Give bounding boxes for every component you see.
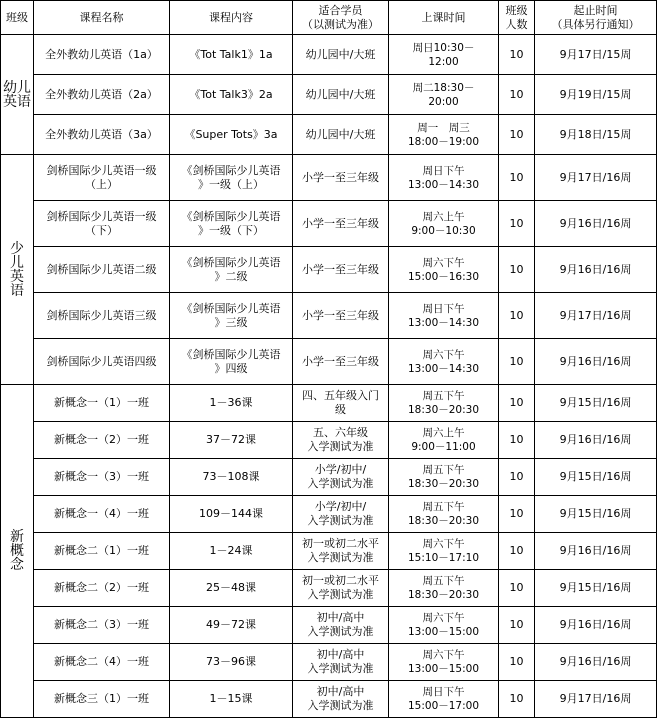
period-cell: 9月16日/16周: [535, 422, 657, 459]
course-name-cell: 剑桥国际少儿英语四级: [34, 339, 170, 385]
class-time-cell: 周六下午 13:00－14:30: [389, 339, 499, 385]
students-cell: 小学/初中/ 入学测试为准: [293, 496, 389, 533]
course-name-cell: 新概念二（1）一班: [34, 533, 170, 570]
class-size-cell: 10: [499, 533, 535, 570]
students-cell: 初中/高中 入学测试为准: [293, 681, 389, 718]
class-size-cell: 10: [499, 201, 535, 247]
class-size-cell: 10: [499, 422, 535, 459]
table-row: [1, 607, 657, 644]
students-cell: 幼儿园中/大班: [293, 35, 389, 75]
period-cell: 9月17日/16周: [535, 681, 657, 718]
course-name-cell: 新概念一（3）一班: [34, 459, 170, 496]
class-size-cell: 10: [499, 293, 535, 339]
course-content-cell: 49－72课: [170, 607, 293, 644]
course-content-cell: 《剑桥国际少儿英语 》二级: [170, 247, 293, 293]
category-cell: 幼儿 英语: [1, 35, 34, 155]
period-cell: 9月19日/15周: [535, 75, 657, 115]
students-cell: 小学一至三年级: [293, 155, 389, 201]
course-name-cell: 剑桥国际少儿英语三级: [34, 293, 170, 339]
course-name-cell: 全外教幼儿英语（3a）: [34, 115, 170, 155]
class-time-cell: 周日下午 15:00－17:00: [389, 681, 499, 718]
course-content-cell: 《剑桥国际少儿英语 》四级: [170, 339, 293, 385]
header-class-time: 上课时间: [389, 1, 499, 35]
period-cell: 9月15日/16周: [535, 496, 657, 533]
students-cell: 小学一至三年级: [293, 339, 389, 385]
course-content-cell: 《Tot Talk3》2a: [170, 75, 293, 115]
table-row: [1, 496, 657, 533]
students-cell: 幼儿园中/大班: [293, 75, 389, 115]
class-size-cell: 10: [499, 496, 535, 533]
class-time-cell: 周日下午 13:00－14:30: [389, 155, 499, 201]
students-cell: 初一或初二水平 入学测试为准: [293, 533, 389, 570]
table-row: [1, 75, 657, 115]
course-content-cell: 37－72课: [170, 422, 293, 459]
header-level: 班级: [1, 1, 34, 35]
period-cell: 9月16日/16周: [535, 339, 657, 385]
class-time-cell: 周五下午 18:30－20:30: [389, 496, 499, 533]
course-content-cell: 《Tot Talk1》1a: [170, 35, 293, 75]
class-time-cell: 周六上午 9:00－11:00: [389, 422, 499, 459]
course-name-cell: 新概念三（1）一班: [34, 681, 170, 718]
class-size-cell: 10: [499, 247, 535, 293]
course-name-cell: 新概念二（4）一班: [34, 644, 170, 681]
students-cell: 五、六年级 入学测试为准: [293, 422, 389, 459]
course-content-cell: 1－24课: [170, 533, 293, 570]
period-cell: 9月15日/16周: [535, 385, 657, 422]
course-content-cell: 《剑桥国际少儿英语 》一级（下）: [170, 201, 293, 247]
category-cell: 新 概 念: [1, 385, 34, 718]
period-cell: 9月15日/16周: [535, 570, 657, 607]
class-time-cell: 周六下午 15:10－17:10: [389, 533, 499, 570]
table-row: [1, 681, 657, 718]
table-row: [1, 293, 657, 339]
class-size-cell: 10: [499, 155, 535, 201]
header-period: 起止时间 （具体另行通知）: [535, 1, 657, 35]
course-name-cell: 新概念二（3）一班: [34, 607, 170, 644]
course-content-cell: 《Super Tots》3a: [170, 115, 293, 155]
class-time-cell: 周六下午 15:00－16:30: [389, 247, 499, 293]
table-row: [1, 115, 657, 155]
table-row: [1, 155, 657, 201]
course-name-cell: 全外教幼儿英语（1a）: [34, 35, 170, 75]
students-cell: 幼儿园中/大班: [293, 115, 389, 155]
course-content-cell: 1－15课: [170, 681, 293, 718]
class-time-cell: 周六下午 13:00－15:00: [389, 644, 499, 681]
course-name-cell: 剑桥国际少儿英语一级 （下）: [34, 201, 170, 247]
class-size-cell: 10: [499, 607, 535, 644]
header-course-name: 课程名称: [34, 1, 170, 35]
table-row: [1, 247, 657, 293]
class-size-cell: 10: [499, 75, 535, 115]
period-cell: 9月17日/16周: [535, 155, 657, 201]
course-content-cell: 1－36课: [170, 385, 293, 422]
table-row: [1, 385, 657, 422]
period-cell: 9月15日/16周: [535, 459, 657, 496]
class-time-cell: 周日10:30－ 12:00: [389, 35, 499, 75]
class-time-cell: 周二18:30－ 20:00: [389, 75, 499, 115]
period-cell: 9月17日/16周: [535, 293, 657, 339]
class-time-cell: 周一 周三 18:00－19:00: [389, 115, 499, 155]
course-name-cell: 新概念一（1）一班: [34, 385, 170, 422]
course-content-cell: 73－96课: [170, 644, 293, 681]
header-row: [1, 1, 657, 35]
class-time-cell: 周五下午 18:30－20:30: [389, 570, 499, 607]
class-size-cell: 10: [499, 115, 535, 155]
period-cell: 9月16日/16周: [535, 607, 657, 644]
students-cell: 初中/高中 入学测试为准: [293, 644, 389, 681]
table-row: [1, 201, 657, 247]
class-size-cell: 10: [499, 459, 535, 496]
course-name-cell: 剑桥国际少儿英语一级 （上）: [34, 155, 170, 201]
table-row: [1, 459, 657, 496]
students-cell: 小学一至三年级: [293, 247, 389, 293]
class-size-cell: 10: [499, 681, 535, 718]
table-row: [1, 533, 657, 570]
period-cell: 9月16日/16周: [535, 247, 657, 293]
course-name-cell: 全外教幼儿英语（2a）: [34, 75, 170, 115]
class-size-cell: 10: [499, 339, 535, 385]
students-cell: 初中/高中 入学测试为准: [293, 607, 389, 644]
students-cell: 小学一至三年级: [293, 293, 389, 339]
class-size-cell: 10: [499, 385, 535, 422]
course-name-cell: 剑桥国际少儿英语二级: [34, 247, 170, 293]
table-row: [1, 570, 657, 607]
period-cell: 9月16日/16周: [535, 533, 657, 570]
class-size-cell: 10: [499, 570, 535, 607]
course-name-cell: 新概念一（4）一班: [34, 496, 170, 533]
period-cell: 9月16日/16周: [535, 644, 657, 681]
course-name-cell: 新概念一（2）一班: [34, 422, 170, 459]
period-cell: 9月16日/16周: [535, 201, 657, 247]
table-row: [1, 644, 657, 681]
students-cell: 小学一至三年级: [293, 201, 389, 247]
course-content-cell: 73－108课: [170, 459, 293, 496]
students-cell: 初一或初二水平 入学测试为准: [293, 570, 389, 607]
period-cell: 9月17日/15周: [535, 35, 657, 75]
class-time-cell: 周五下午 18:30－20:30: [389, 459, 499, 496]
period-cell: 9月18日/15周: [535, 115, 657, 155]
class-time-cell: 周日下午 13:00－14:30: [389, 293, 499, 339]
table-row: [1, 339, 657, 385]
class-size-cell: 10: [499, 35, 535, 75]
course-content-cell: 《剑桥国际少儿英语 》三级: [170, 293, 293, 339]
course-name-cell: 新概念二（2）一班: [34, 570, 170, 607]
students-cell: 小学/初中/ 入学测试为准: [293, 459, 389, 496]
students-cell: 四、五年级入门 级: [293, 385, 389, 422]
class-size-cell: 10: [499, 644, 535, 681]
category-cell: 少 儿 英 语: [1, 155, 34, 385]
course-content-cell: 109－144课: [170, 496, 293, 533]
class-time-cell: 周六下午 13:00－15:00: [389, 607, 499, 644]
header-course-content: 课程内容: [170, 1, 293, 35]
class-time-cell: 周五下午 18:30－20:30: [389, 385, 499, 422]
table-row: [1, 422, 657, 459]
course-content-cell: 《剑桥国际少儿英语 》一级（上）: [170, 155, 293, 201]
header-suitable-students: 适合学员 （以测试为准）: [293, 1, 389, 35]
course-content-cell: 25－48课: [170, 570, 293, 607]
header-class-size: 班级 人数: [499, 1, 535, 35]
class-time-cell: 周六上午 9:00－10:30: [389, 201, 499, 247]
table-row: [1, 35, 657, 75]
